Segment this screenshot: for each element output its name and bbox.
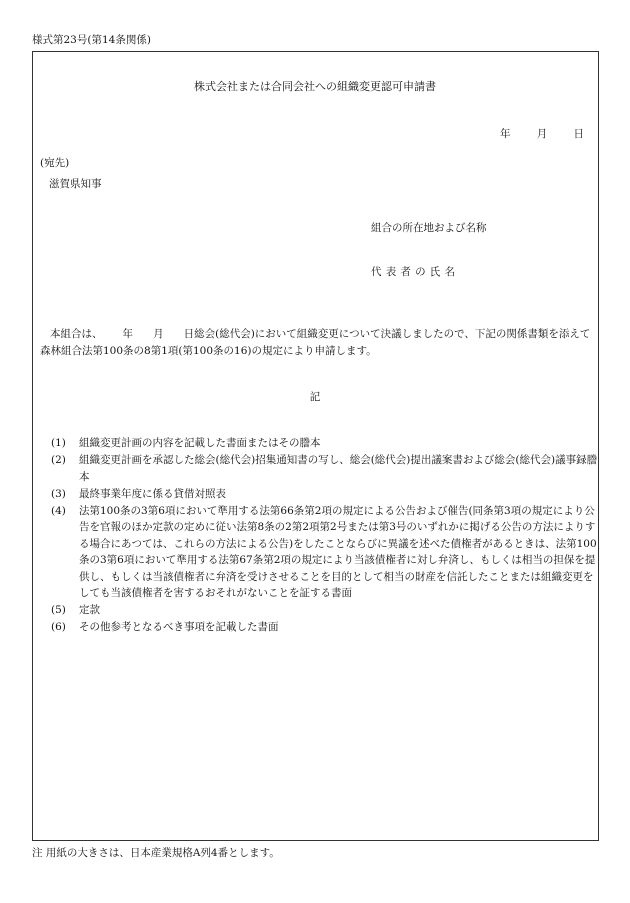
list-item-text: その他参考となるべき事項を記載した書面 (79, 621, 279, 633)
paper-size-note: 注 用紙の大きさは、日本産業規格A列4番とします。 (32, 847, 280, 859)
representative-name-label: 代表者の氏名 (371, 266, 460, 278)
ki-heading: 記 (309, 391, 321, 403)
date-day-label: 日 (573, 128, 584, 140)
document-title: 株式会社または合同会社への組織変更認可申請書 (194, 80, 436, 93)
list-item (51, 435, 601, 452)
list-item-text: 定款 (79, 604, 100, 616)
list-item-number: (5) (51, 604, 66, 616)
list-item (51, 619, 601, 636)
list-item-text: 組織変更計画を承認した総会(総代会)招集通知書の写し、総会(総代会)提出議案書および総会(総代会)議事録謄本 (79, 454, 598, 483)
list-item (51, 486, 601, 503)
list-item-number: (2) (51, 454, 66, 466)
list-item-number: (3) (51, 487, 66, 500)
association-address-label: 組合の所在地および名称 (371, 222, 487, 234)
date-year-label: 年 (500, 128, 511, 140)
attachment-list (51, 435, 601, 636)
statement-rest: 日総会(総代会)において組織変更について決議しましたので、下記の関係書類を添えて森林組合法第100条の8第1項(第100条の16)の規定により申請します。 (40, 328, 591, 357)
list-item-text: 組織変更計画の内容を記載した書面またはその謄本 (79, 437, 321, 449)
list-item-number: (6) (51, 621, 66, 633)
list-item (51, 602, 601, 619)
addressee-name: 滋賀県知事 (49, 178, 102, 190)
statement-month: 月 (153, 328, 164, 340)
list-item-text: 法第100条の3第6項において準用する法第66条第2項の規定による公告および催告(同条第3項の規定により公告を官報のほか定款の定めに従い法第8条の2第2項第2号または第3号のいずれかに掲げる公告の方法によりする場合にあつては、これらの方法による公告)をしたことならびに異議を述べた債権者があるときは、法第100条の3第6項において準用する法第67条第2項の規定により当該債権者に対し弁済し、もしくは相当の担保を提供し、もしくは当該債権者に弁済を受けさせることを目的として相当の財産を信託したことまたは組織変更をしても当該債権者を害するおそれがないことを証する書面 (79, 504, 597, 599)
list-item (51, 452, 601, 485)
application-statement (40, 326, 600, 360)
list-item-text: 最終事業年度に係る貸借対照表 (79, 487, 226, 500)
list-item-number: (1) (51, 437, 66, 449)
list-item-number: (4) (51, 504, 66, 517)
statement-year: 年 (122, 328, 134, 340)
statement-intro: 本組合は、 (50, 328, 103, 340)
form-number: 様式第23号(第14条関係) (32, 34, 151, 46)
date-month-label: 月 (536, 128, 548, 140)
addressee-label: (宛先) (40, 157, 70, 169)
date-field (500, 128, 584, 142)
list-item (51, 503, 601, 602)
